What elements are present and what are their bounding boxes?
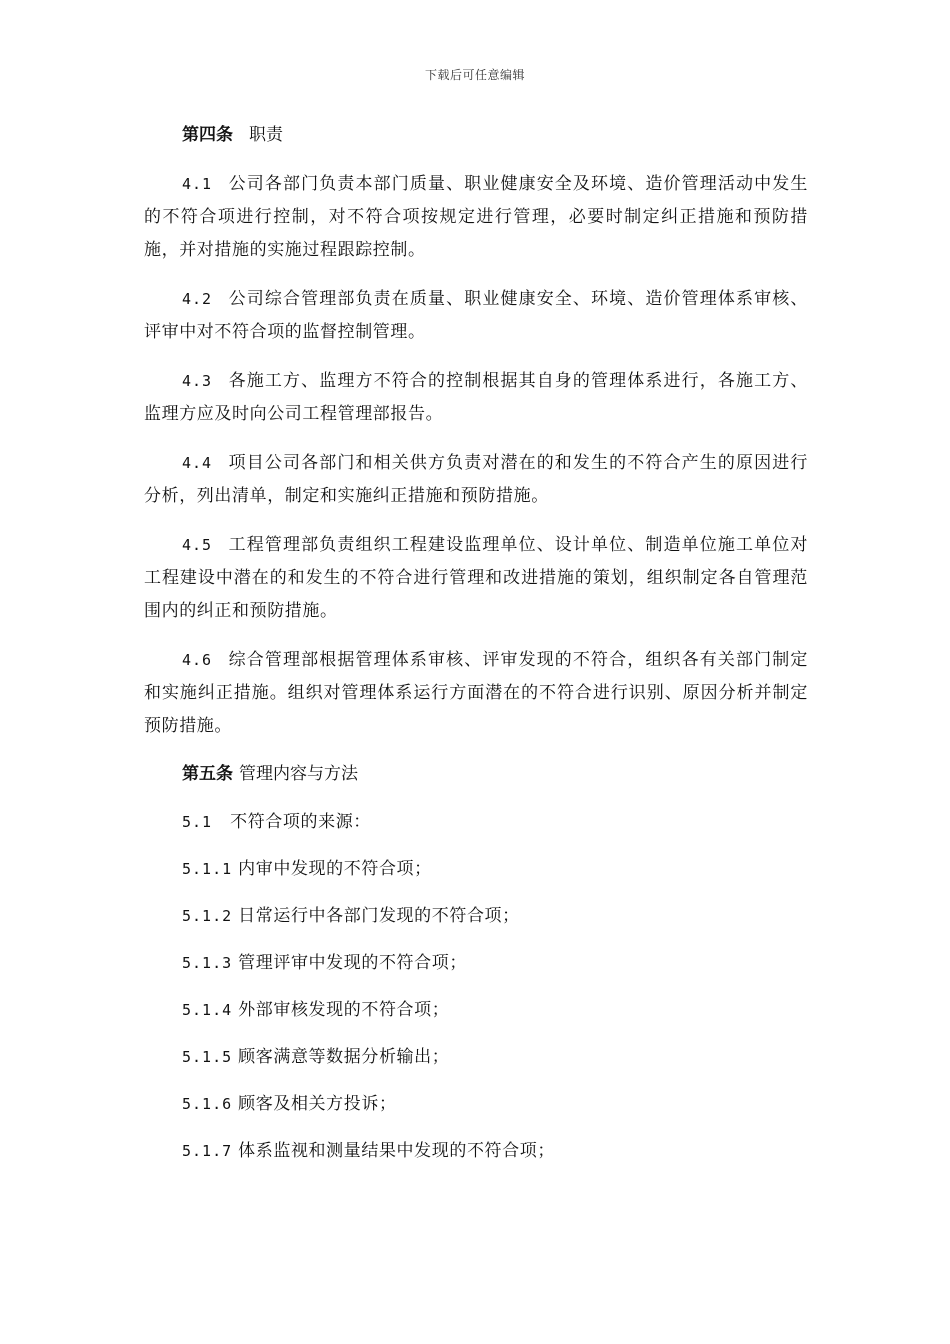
item-text: 管理评审中发现的不符合项； xyxy=(238,953,467,973)
paragraph-number: 4.5 xyxy=(182,536,213,554)
paragraph-text: 项目公司各部门和相关供方负责对潜在的和发生的不符合产生的原因进行分析，列出清单，制定和实施纠正措施和预防措施。 xyxy=(144,453,808,506)
paragraph-text: 公司各部门负责本部门质量、职业健康安全及环境、造价管理活动中发生的不符合项进行控制，对不符合项按规定进行管理，必要时制定纠正措施和预防措施，并对措施的实施过程跟踪控制。 xyxy=(144,174,808,260)
list-item-5-1-1 xyxy=(144,854,808,884)
item-text: 顾客满意等数据分析输出； xyxy=(238,1047,450,1067)
item-number: 5.1.2 xyxy=(182,907,233,925)
list-item-5-1-2 xyxy=(144,901,808,931)
list-item-5-1 xyxy=(144,807,808,837)
list-item-5-1-5 xyxy=(144,1042,808,1072)
list-item-5-1-7 xyxy=(144,1136,808,1166)
item-text: 不符合项的来源： xyxy=(230,812,371,832)
list-item-5-1-4 xyxy=(144,995,808,1025)
paragraph-4-4 xyxy=(144,447,808,513)
paragraph-number: 4.6 xyxy=(182,651,213,669)
paragraph-number: 4.3 xyxy=(182,372,213,390)
paragraph-text: 公司综合管理部负责在质量、职业健康安全、环境、造价管理体系审核、评审中对不符合项的监督控制管理。 xyxy=(144,289,808,342)
item-number: 5.1.7 xyxy=(182,1142,233,1160)
paragraph-number: 4.2 xyxy=(182,290,213,308)
item-text: 内审中发现的不符合项； xyxy=(238,859,432,879)
item-number: 5.1.3 xyxy=(182,954,233,972)
paragraph-number: 4.4 xyxy=(182,454,213,472)
header-note: 下载后可任意编辑 xyxy=(424,68,525,82)
item-number: 5.1.6 xyxy=(182,1095,233,1113)
section-4-heading xyxy=(144,120,808,150)
paragraph-4-3 xyxy=(144,365,808,431)
item-text: 外部审核发现的不符合项； xyxy=(238,1000,450,1020)
section-5-title: 管理内容与方法 xyxy=(239,764,358,784)
paragraph-text: 综合管理部根据管理体系审核、评审发现的不符合，组织各有关部门制定和实施纠正措施。组织对管理体系运行方面潜在的不符合进行识别、原因分析并制定预防措施。 xyxy=(144,650,808,736)
section-5-heading xyxy=(144,759,808,789)
list-item-5-1-3 xyxy=(144,948,808,978)
item-text: 顾客及相关方投诉； xyxy=(238,1094,397,1114)
item-number: 5.1.1 xyxy=(182,860,233,878)
paragraph-text: 工程管理部负责组织工程建设监理单位、设计单位、制造单位施工单位对工程建设中潜在的和发生的不符合进行管理和改进措施的策划，组织制定各自管理范围内的纠正和预防措施。 xyxy=(144,535,808,621)
paragraph-4-1 xyxy=(144,168,808,267)
paragraph-4-6 xyxy=(144,644,808,743)
item-text: 日常运行中各部门发现的不符合项； xyxy=(238,906,520,926)
paragraph-text: 各施工方、监理方不符合的控制根据其自身的管理体系进行，各施工方、监理方应及时向公司工程管理部报告。 xyxy=(144,371,808,424)
document-body xyxy=(144,120,808,1183)
item-text: 体系监视和测量结果中发现的不符合项； xyxy=(238,1141,555,1161)
section-5-label: 第五条 xyxy=(182,764,233,784)
item-number: 5.1.5 xyxy=(182,1048,233,1066)
section-4-title: 职责 xyxy=(249,125,283,145)
paragraph-4-2 xyxy=(144,283,808,349)
item-number: 5.1.4 xyxy=(182,1001,233,1019)
list-item-5-1-6 xyxy=(144,1089,808,1119)
paragraph-4-5 xyxy=(144,529,808,628)
item-number: 5.1 xyxy=(182,813,213,831)
paragraph-number: 4.1 xyxy=(182,175,213,193)
section-4-label: 第四条 xyxy=(182,125,233,145)
